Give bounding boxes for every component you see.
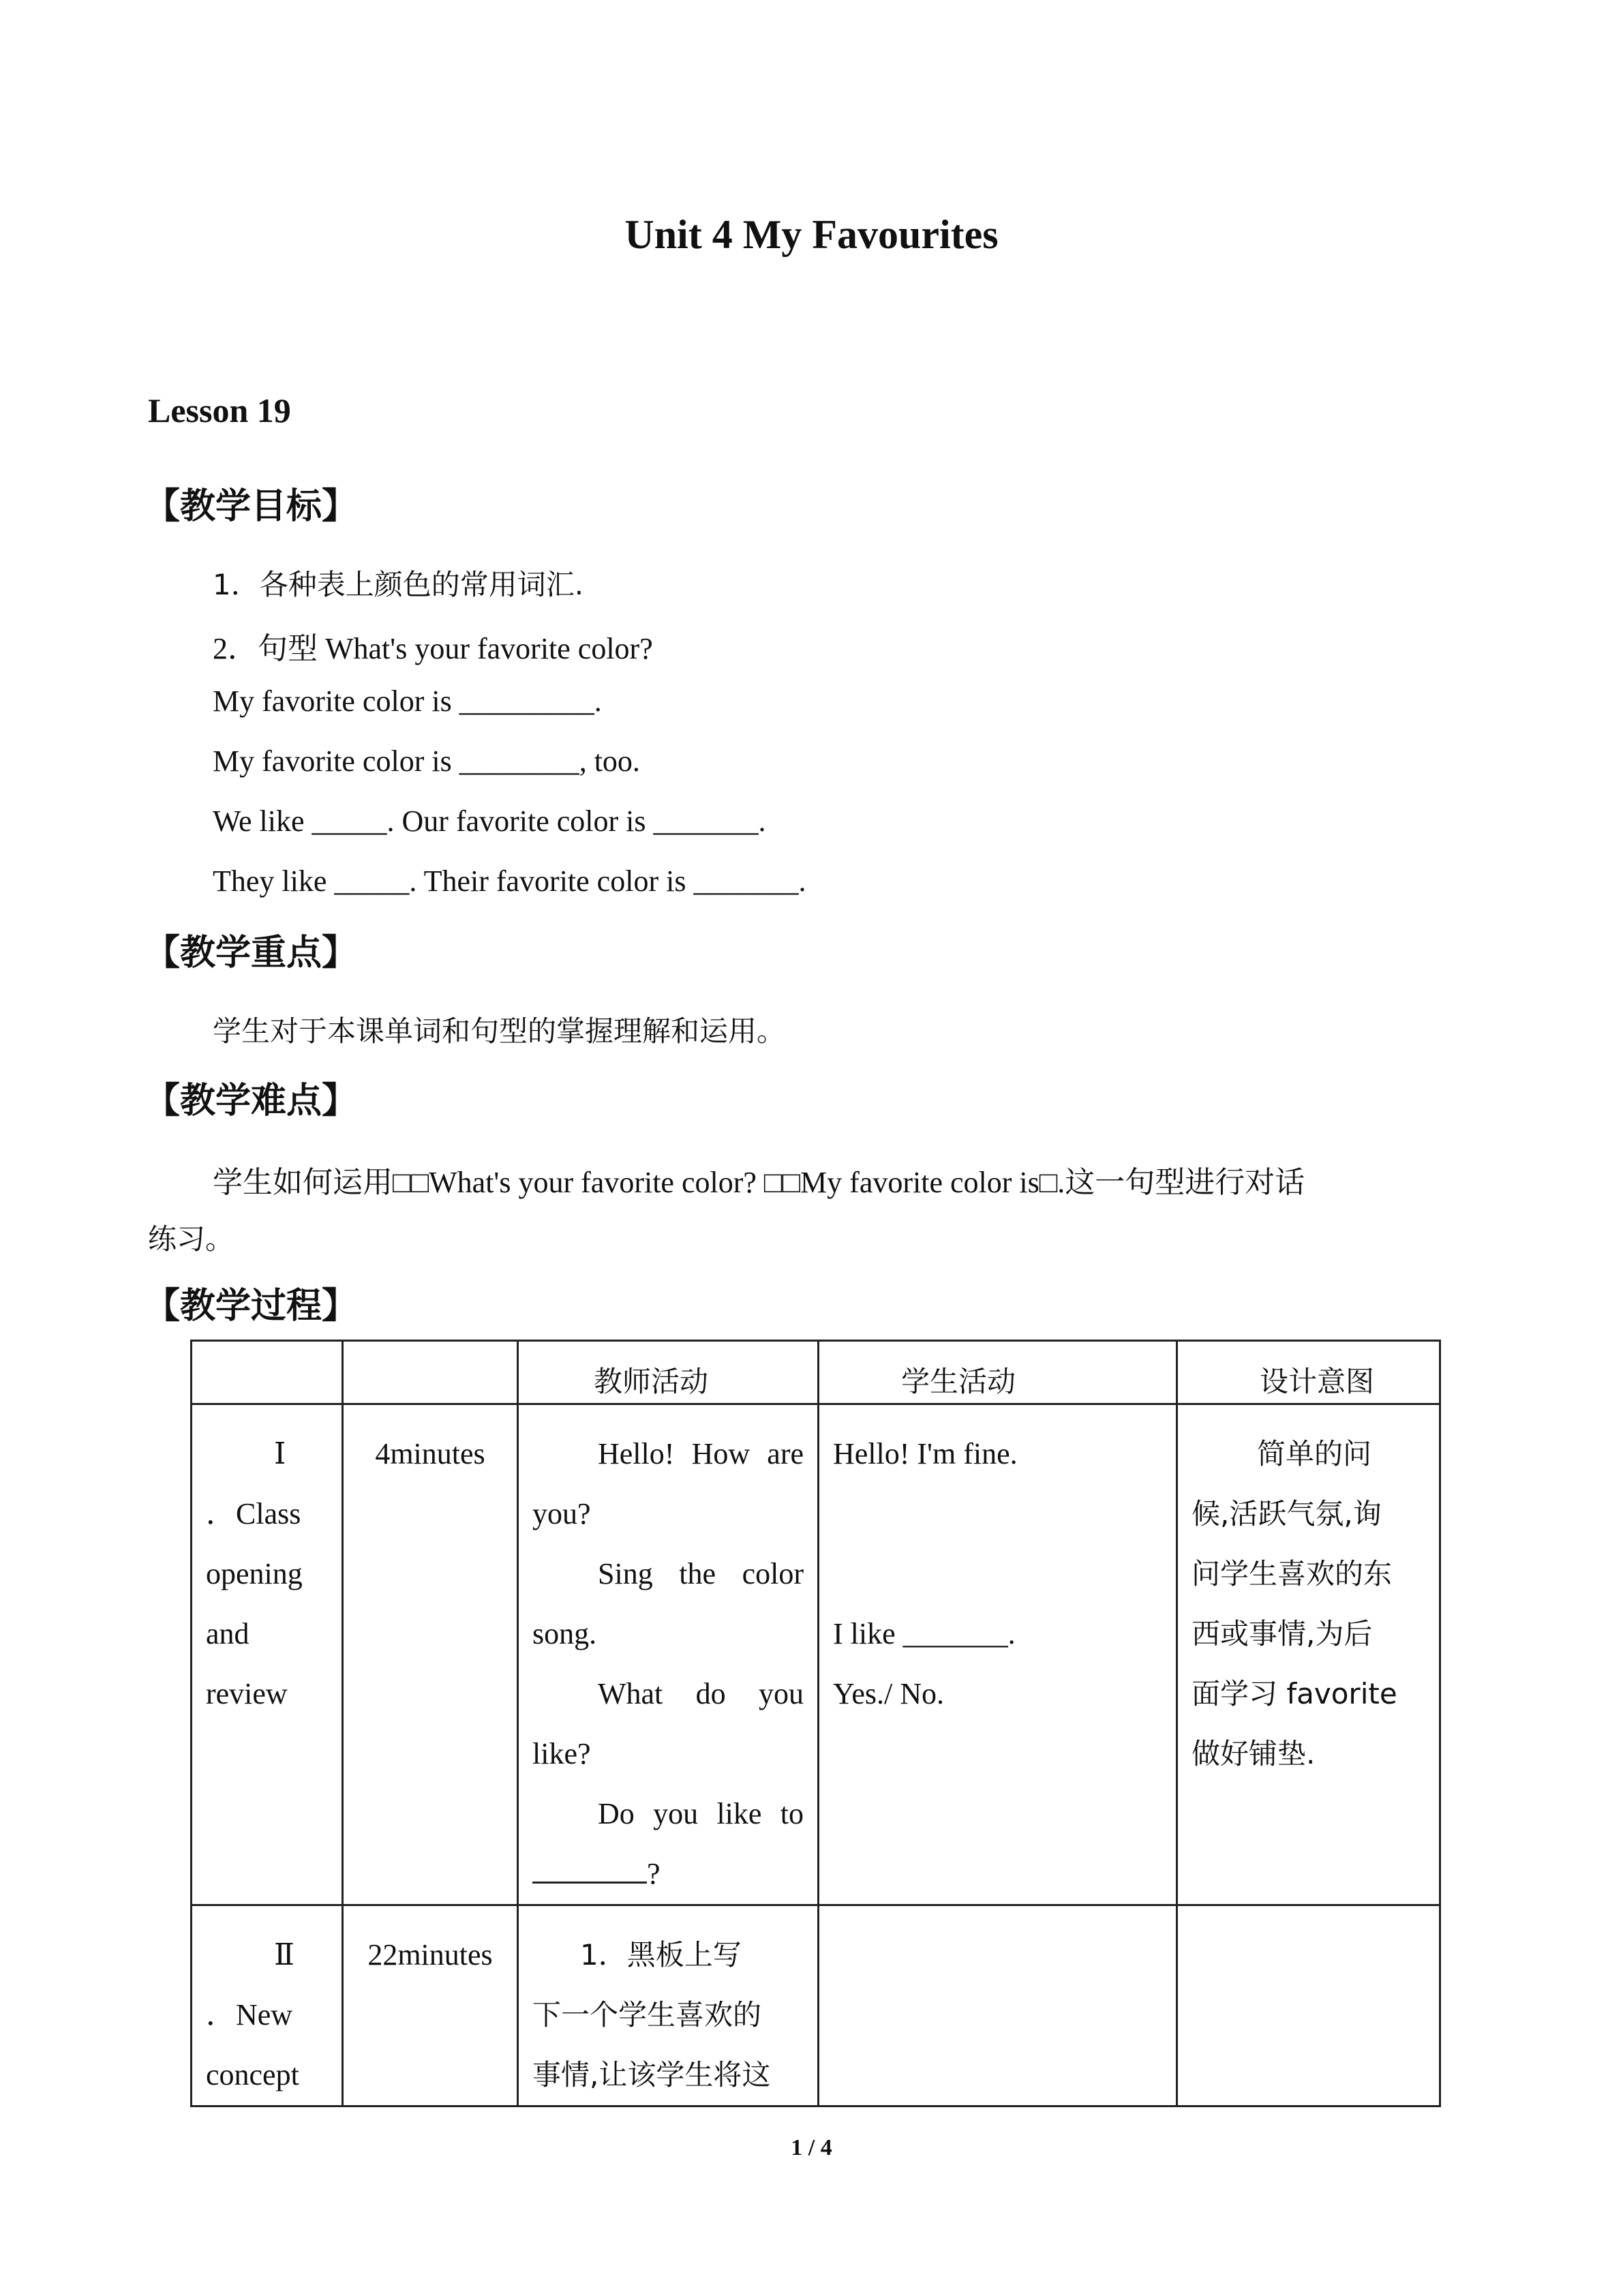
header-cell (518, 1341, 819, 1404)
intent-line: 西或事情,为后 (1192, 1617, 1373, 1650)
header-cell (343, 1341, 518, 1404)
stage-line: concept (206, 2058, 299, 2091)
page-title: Unit 4 My Favourites (624, 212, 999, 257)
teacher-line: like? (532, 1737, 591, 1770)
header-cell (819, 1341, 1177, 1404)
teacher-cell (518, 1905, 819, 2106)
objective-line: My favorite color is _________. (213, 684, 602, 718)
teacher-line: 1．黑板上写 (580, 1938, 742, 1972)
section-difficulties: 【教学难点】 (145, 1081, 358, 1121)
header-cell (1177, 1341, 1440, 1404)
teacher-line: Hello! How are (598, 1437, 804, 1470)
objective-line: They like _____. Their favorite color is _______. (213, 864, 806, 898)
teacher-line: Sing the color (598, 1557, 804, 1590)
section-key-points: 【教学重点】 (145, 933, 358, 973)
process-table (190, 1340, 1441, 2107)
header-teacher: 教师活动 (594, 1365, 709, 1398)
stage-cell (192, 1905, 343, 2106)
stage-line: opening (206, 1557, 303, 1590)
student-line: I like _______. (833, 1617, 1016, 1650)
objective-line: 1．各种表上颜色的常用词汇. (213, 568, 584, 601)
teacher-line: ? (532, 1844, 804, 1904)
objective-line: We like _____. Our favorite color is _______. (213, 804, 766, 838)
lesson-heading: Lesson 19 (148, 391, 291, 429)
time-value: 22minutes (367, 1938, 493, 1972)
teacher-cell (518, 1404, 819, 1905)
teacher-line: 事情,让该学生将这 (532, 2058, 771, 2091)
objective-line: 2．句型 What's your favorite color? (213, 632, 653, 665)
intent-line: 做好铺垫. (1192, 1737, 1316, 1770)
intent-cell (1177, 1404, 1440, 1905)
student-cell (819, 1905, 1177, 2106)
table-header-row (192, 1341, 1440, 1404)
student-line: Yes./ No. (833, 1677, 945, 1710)
intent-cell (1177, 1905, 1440, 2106)
time-cell (343, 1905, 518, 2106)
header-intent: 设计意图 (1260, 1365, 1375, 1398)
time-cell (343, 1404, 518, 1905)
intent-line: 候,活跃气氛,询 (1192, 1497, 1382, 1530)
page-number: 1 / 4 (791, 2135, 832, 2160)
teacher-line: song. (532, 1617, 597, 1650)
intent-line: 问学生喜欢的东 (1192, 1557, 1393, 1590)
header-cell (192, 1341, 343, 1404)
stage-cell (192, 1404, 343, 1905)
intent-line: 简单的问 (1257, 1437, 1372, 1470)
difficulties-text: 学生如何运用□□What's your favorite color? □□My favorite color is□.这一句型进行对话 (213, 1166, 1305, 1199)
blank-line (532, 1852, 647, 1884)
stage-line: ．Class (206, 1497, 301, 1530)
key-points-text: 学生对于本课单词和句型的掌握理解和运用。 (213, 1014, 786, 1048)
stage-line: ．New (206, 1998, 293, 2031)
stage-line: Ⅰ (274, 1437, 286, 1470)
stage-line: Ⅱ (274, 1938, 294, 1972)
difficulties-text-cont: 练习。 (148, 1222, 234, 1256)
header-student: 学生活动 (901, 1365, 1016, 1398)
intent-line: 面学习 favorite (1192, 1677, 1397, 1710)
objective-line: My favorite color is ________, too. (213, 744, 640, 778)
time-value: 4minutes (375, 1437, 485, 1470)
stage-line: review (206, 1677, 288, 1710)
stage-line: and (206, 1617, 249, 1650)
table-row (192, 1905, 1440, 2106)
teacher-line: you? (532, 1497, 591, 1530)
section-objectives: 【教学目标】 (145, 486, 358, 527)
teacher-line: Do you like to (598, 1797, 804, 1830)
section-process: 【教学过程】 (145, 1286, 358, 1327)
teacher-line: 下一个学生喜欢的 (532, 1998, 762, 2031)
table-row (192, 1404, 1440, 1905)
teacher-line: What do you (598, 1677, 804, 1710)
student-cell (819, 1404, 1177, 1905)
student-line: Hello! I'm fine. (833, 1437, 1018, 1470)
